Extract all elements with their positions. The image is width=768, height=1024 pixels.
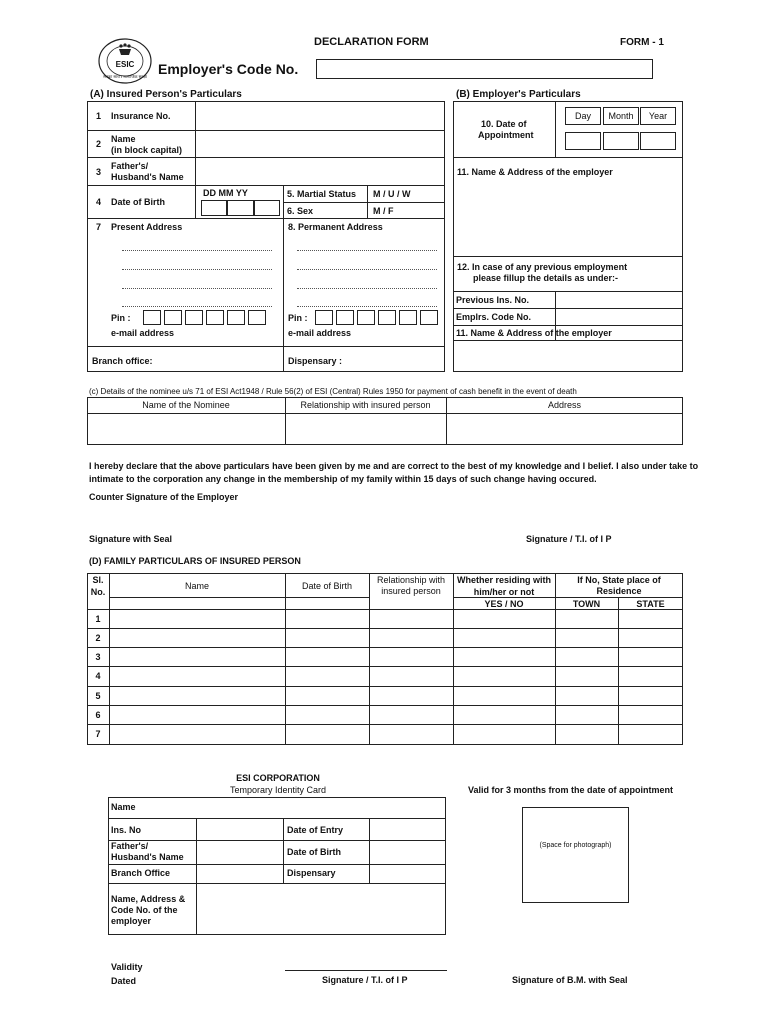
permanent-email-label: e-mail address <box>288 328 352 338</box>
permanent-address-label: 8. Permanent Address <box>288 222 383 232</box>
present-address-line[interactable] <box>122 288 272 289</box>
nominee-address-header: Address <box>547 400 582 410</box>
permanent-pin-digit[interactable] <box>399 310 417 325</box>
nominee-caption: (c) Details of the nominee u/s 71 of ESI Act1948 / Rule 56(2) of ESI (Central) Rules 1950 for payment of cash benefit in the event of death <box>89 387 577 396</box>
permanent-pin-digit[interactable] <box>315 310 333 325</box>
family-residing-header-2: him/her or not <box>473 587 535 597</box>
dispensary-label: Dispensary : <box>288 356 343 366</box>
appt-month-input[interactable] <box>603 132 639 150</box>
dob-dd-input[interactable] <box>201 200 227 216</box>
family-row-number: 5 <box>95 691 101 701</box>
card-validity-note: Valid for 3 months from the date of appointment <box>468 785 674 795</box>
row1-no: 1 <box>96 111 102 121</box>
card-subtitle: Temporary Identity Card <box>229 785 327 795</box>
branch-office-label: Branch office: <box>92 356 153 366</box>
family-state-header: STATE <box>636 599 665 609</box>
card-signature-ti-label: Signature / T.I. of I P <box>322 975 408 985</box>
employer-code-input[interactable] <box>316 59 653 79</box>
card-father-label: Father's/ <box>111 841 149 851</box>
present-pin-digit[interactable] <box>248 310 266 325</box>
card-dispensary-label: Dispensary <box>287 868 336 878</box>
family-row-number: 3 <box>95 652 101 662</box>
family-row-number: 1 <box>95 614 101 624</box>
nominee-relationship-header: Relationship with insured person <box>300 400 431 410</box>
father-label: Father's/ <box>111 161 149 171</box>
permanent-pin-digit[interactable] <box>336 310 354 325</box>
photo-box[interactable] <box>522 807 629 903</box>
present-pin-digit[interactable] <box>143 310 161 325</box>
counter-signature-label: Counter Signature of the Employer <box>89 492 239 502</box>
esic-logo <box>97 37 153 85</box>
family-row-number: 4 <box>95 671 101 681</box>
form-number: FORM - 1 <box>620 37 664 48</box>
father-sub-label: Husband's Name <box>111 172 184 182</box>
family-place-header-2: Residence <box>596 586 642 596</box>
appt-year-head: Year <box>640 107 676 125</box>
row7-no: 7 <box>96 222 102 232</box>
present-pin-label: Pin : <box>111 313 131 323</box>
dob-label: Date of Birth <box>111 197 165 207</box>
appointment-label: 10. Date of <box>481 119 527 129</box>
row4-no: 4 <box>96 197 102 207</box>
family-row-number: 7 <box>95 729 101 739</box>
row3-no: 3 <box>96 167 102 177</box>
previous-ins-label: Previous Ins. No. <box>456 295 530 305</box>
card-branch-label: Branch Office <box>111 868 171 878</box>
card-employer-label: Name, Address & <box>111 894 186 904</box>
card-title: ESI CORPORATION <box>236 773 320 783</box>
card-employer-label-3: employer <box>111 916 152 926</box>
present-pin-digit[interactable] <box>164 310 182 325</box>
present-pin-digit[interactable] <box>206 310 224 325</box>
family-relationship-header: Relationship with <box>376 575 446 585</box>
employer-name-address-label: 11. Name & Address of the employer <box>457 167 613 177</box>
present-pin-digit[interactable] <box>227 310 245 325</box>
signature-seal-label: Signature with Seal <box>89 534 173 544</box>
permanent-address-line[interactable] <box>297 269 437 270</box>
dob-mm-input[interactable] <box>227 200 254 216</box>
photo-placeholder-label: (Space for photograph) <box>539 842 612 849</box>
family-relationship-header-2: insured person <box>381 586 441 596</box>
previous-employment-label-2: please fillup the details as under:- <box>473 273 619 283</box>
sex-options[interactable]: M / F <box>373 206 394 216</box>
present-address-line[interactable] <box>122 250 272 251</box>
dob-yy-input[interactable] <box>254 200 280 216</box>
card-ins-no-label: Ins. No <box>111 825 142 835</box>
name-label: Name <box>111 134 136 144</box>
prev-employer-name-label: 11. Name & Address of the employer <box>456 328 612 338</box>
form-title: DECLARATION FORM <box>314 36 429 48</box>
family-row-number: 2 <box>95 633 101 643</box>
logo-text: ESIC <box>115 60 135 69</box>
family-no-header: No. <box>90 587 106 597</box>
nominee-name-header: Name of the Nominee <box>142 400 230 410</box>
appt-month-head: Month <box>603 107 639 125</box>
section-b-title: (B) Employer's Particulars <box>456 89 581 100</box>
present-address-line[interactable] <box>122 269 272 270</box>
present-email-label: e-mail address <box>111 328 175 338</box>
present-address-line[interactable] <box>122 306 272 307</box>
card-signature-bm-label: Signature of B.M. with Seal <box>512 975 628 985</box>
logo-ring-text: सबका साथ • सामाजिक सुरक्षा <box>103 74 147 79</box>
family-residing-header: Whether residing with <box>456 575 551 585</box>
present-pin-digit[interactable] <box>185 310 203 325</box>
family-sl-header: Sl. <box>92 575 104 585</box>
row2-no: 2 <box>96 139 102 149</box>
section-a-title: (A) Insured Person's Particulars <box>90 89 242 100</box>
family-yes-no-header: YES / NO <box>484 599 524 609</box>
insurance-no-label: Insurance No. <box>111 111 171 121</box>
dob-heads: DD MM YY <box>203 188 248 198</box>
permanent-pin-digit[interactable] <box>357 310 375 325</box>
marital-options[interactable]: M / U / W <box>373 189 411 199</box>
family-town-header: TOWN <box>572 599 601 609</box>
card-date-entry-label: Date of Entry <box>287 825 344 835</box>
appt-day-input[interactable] <box>565 132 601 150</box>
family-place-header: If No, State place of <box>577 575 661 585</box>
appointment-label-2: Appointment <box>478 130 534 140</box>
family-name-header: Name <box>184 581 209 591</box>
card-name-label: Name <box>111 802 136 812</box>
permanent-address-line[interactable] <box>297 288 437 289</box>
card-dated-label: Dated <box>111 976 137 986</box>
permanent-address-line[interactable] <box>297 250 437 251</box>
permanent-pin-digit[interactable] <box>378 310 396 325</box>
previous-employment-label: 12. In case of any previous employment <box>457 262 628 272</box>
card-employer-label-2: Code No. of the <box>111 905 178 915</box>
emplrs-code-label: Emplrs. Code No. <box>456 312 532 322</box>
card-father-label-2: Husband's Name <box>111 852 184 862</box>
permanent-pin-digit[interactable] <box>420 310 438 325</box>
appt-day-head: Day <box>565 107 601 125</box>
declaration-line-1: I hereby declare that the above particulars have been given by me and are correct to the best of my knowledge and I belief. I also under take to <box>89 461 699 471</box>
employer-code-label: Employer's Code No. <box>158 61 299 77</box>
signature-ti-label: Signature / T.I. of I P <box>526 534 612 544</box>
card-dob-label: Date of Birth <box>287 847 341 857</box>
family-section-title: (D) FAMILY PARTICULARS OF INSURED PERSON <box>89 556 301 566</box>
declaration-line-2: intimate to the corporation any change in the membership of my family within 15 days of such change having occured. <box>89 474 597 484</box>
sex-label: 6. Sex <box>287 206 314 216</box>
present-address-label: Present Address <box>111 222 183 232</box>
family-dob-header: Date of Birth <box>301 581 353 591</box>
permanent-pin-label: Pin : <box>288 313 308 323</box>
family-row-number: 6 <box>95 710 101 720</box>
card-validity-label: Validity <box>111 962 143 972</box>
permanent-address-line[interactable] <box>297 306 437 307</box>
appt-year-input[interactable] <box>640 132 676 150</box>
card-signature-line <box>285 970 447 971</box>
marital-label: 5. Martial Status <box>287 189 357 199</box>
name-sub-label: (in block capital) <box>111 145 183 155</box>
